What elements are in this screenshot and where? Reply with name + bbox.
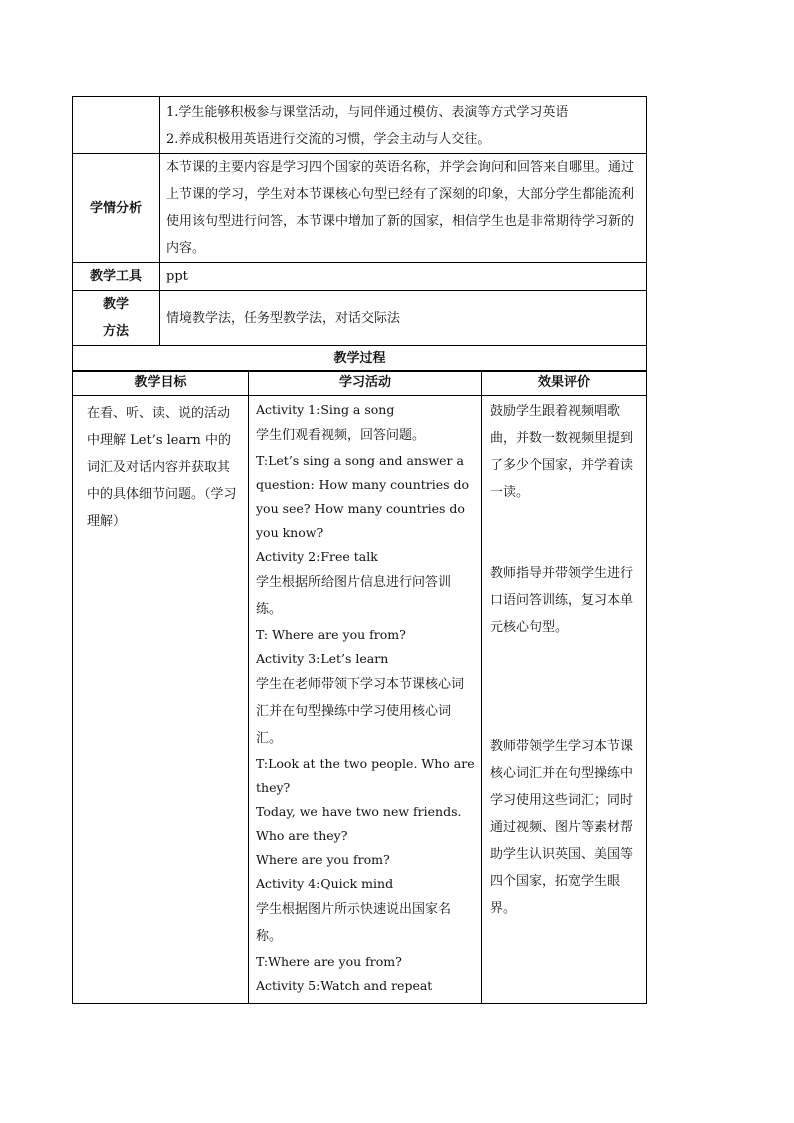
process-header-row [73,371,647,396]
objective-2: 2.养成积极用英语进行交流的习惯，学会主动与人交往。 [166,132,491,147]
methods-label [73,291,160,346]
student-analysis-paragraph: 本节课的主要内容是学习四个国家的英语名称，并学会询问和回答来自哪里。通过上节课的学习，学生对本节课核心句型已经有了深刻的印象，大部分学生都能流利使用该句型进行问答，本节课中增加了新的国家，相信学生也是非常期待学习新的内容。 [166,160,635,256]
activity-line: Where are you from? [256,852,390,867]
evaluation-item-1: 鼓励学生跟着视频唱歌曲，并数一数视频里提到了多少个国家，并学着读一读。 [490,404,634,500]
objectives-row [73,97,647,154]
activity-line: T: Where are you from? [256,627,406,642]
activity-line: 学生在老师带领下学习本节课核心词汇并在句型操练中学习使用核心词汇。 [256,677,465,746]
objectives-cell [160,97,647,154]
goal-text: 在看、听、读、说的活动中理解 Let’s learn 中的词汇及对话内容并获取其中的具体细节问题。（学习理解） [87,406,237,529]
methods-label-line2: 方法 [102,324,129,339]
activity-line: Activity 3:Let’s learn [256,651,389,666]
column-header-evaluation: 效果评价 [482,371,647,396]
activity-line: Activity 5:Watch and repeat [256,978,433,993]
evaluation-item-2: 教师指导并带领学生进行口语问答训练，复习本单元核心句型。 [490,566,634,635]
tools-row [73,263,647,291]
column-header-goal: 教学目标 [73,371,249,396]
activity-line: 学生根据图片所示快速说出国家名称。 [256,902,452,944]
student-analysis-label: 学情分析 [73,154,160,263]
objectives-label-cell [73,97,160,154]
activity-line: 学生根据所给图片信息进行问答训练。 [256,575,452,617]
evaluation-item-3: 教师带领学生学习本节课核心词汇并在句型操练中学习使用这些词汇；同时通过视频、图片等素材帮助学生认识英国、美国等四个国家，拓宽学生眼界。 [490,739,634,916]
lesson-info-table [72,96,647,372]
activity-line: Activity 2:Free talk [256,549,378,564]
tools-label: 教学工具 [73,263,160,291]
methods-row [73,291,647,346]
process-title: 教学过程 [73,346,647,372]
activity-line: T:Where are you from? [256,954,402,969]
activities-cell [249,396,482,1004]
goal-cell [73,396,249,1004]
methods-label-line1: 教学 [102,297,129,312]
column-header-activity: 学习活动 [249,371,482,396]
evaluation-cell [482,396,647,1004]
activity-line: Today, we have two new friends. Who are they? [256,804,462,843]
process-title-row [73,346,647,372]
process-body-row [73,396,647,1004]
methods-value: 情境教学法，任务型教学法，对话交际法 [160,291,647,346]
tools-value: ppt [160,263,647,291]
student-analysis-text [160,154,647,263]
activity-line: Activity 1:Sing a song [256,402,395,417]
objective-1: 1.学生能够积极参与课堂活动，与同伴通过模仿、表演等方式学习英语 [166,105,569,120]
activity-line: 学生们观看视频，回答问题。 [256,428,426,443]
activity-line: Activity 4:Quick mind [256,876,394,891]
student-analysis-row [73,154,647,263]
activity-line: T:Look at the two people. Who are they? [256,756,475,795]
activity-line: T:Let’s sing a song and answer a question: How many countries do you see? How many countries do you know? [256,453,470,540]
teaching-process-table [72,370,647,1004]
